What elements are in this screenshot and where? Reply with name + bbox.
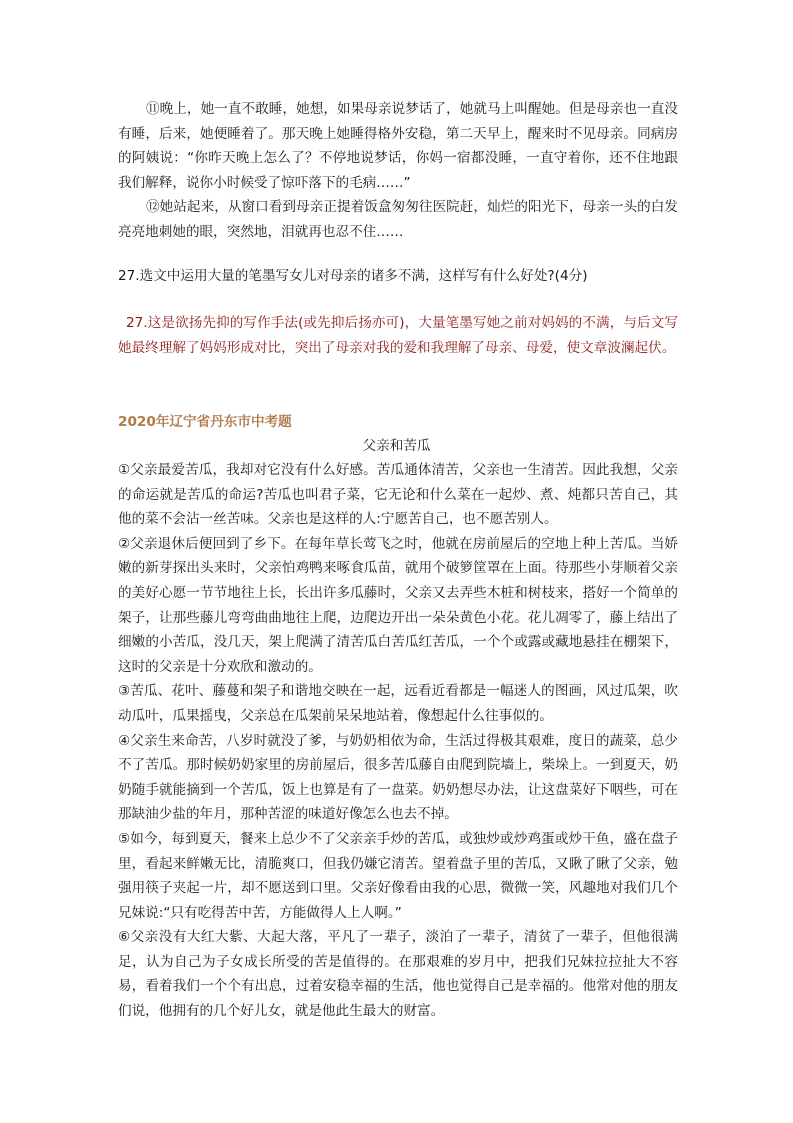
article-title: 父亲和苦瓜: [362, 438, 431, 454]
passage-paragraph-11: ⑪晚上，她一直不敢睡，她想，如果母亲说梦话了，她就马上叫醒她。但是母亲也一直没有睡，后来，她便睡着了。那天晚上她睡得格外安稳，第二天早上，醒来时不见母亲。同病房的阿姨说：“你昨天晚上怎么了？不停地说梦话，你妈一宿都没睡，一直守着你，还不住地跟我们解释，说你小时候受了惊吓落下的毛病……”: [118, 101, 678, 191]
article-paragraph: ②父亲退休后便回到了乡下。在每年草长莺飞之时，他就在房前屋后的空地上种上苦瓜。当娇嫩的新芽探出头来时，父亲怕鸡鸭来啄食瓜苗，就用个破箩筐罩在上面。待那些小芽顺着父亲的美好心愿一节节地往上长，长出许多瓜藤时，父亲又去弄些木桩和树枝来，搭好一个简单的架子，让那些藤儿弯弯曲曲地往上爬，边爬边开出一朵朵黄色小花。花儿凋零了，藤上结出了细嫩的小苦瓜，没几天，架上爬满了清苦瓜白苦瓜红苦瓜，一个个或露或藏地悬挂在棚架下，这时的父亲是十分欢欣和激动的。: [118, 535, 678, 675]
article-paragraph: ③苦瓜、花叶、藤蔓和架子和谐地交映在一起，远看近看都是一幅迷人的图画，风过瓜架，吹动瓜叶，瓜果摇曳，父亲总在瓜架前呆呆地站着，像想起什么往事似的。: [118, 683, 678, 724]
question-27: 27.选文中运用大量的笔墨写女儿对母亲的诸多不满，这样写有什么好处?(4分): [118, 268, 588, 284]
article-paragraph: ①父亲最爱苦瓜，我却对它没有什么好感。苦瓜通体清苦，父亲也一生清苦。因此我想，父亲的命运就是苦瓜的命运?苦瓜也叫君子菜，它无论和什么菜在一起炒、煮、炖都只苦自己，其他的菜不会沾一丝苦味。父亲也是这样的人:宁愿苦自己，也不愿苦别人。: [118, 462, 678, 528]
passage-paragraph-12: ⑫她站起来，从窗口看到母亲正提着饭盒匆匆往医院赶，灿烂的阳光下，母亲一头的白发亮亮地刺她的眼，突然地，泪就再也忍不住……: [118, 199, 678, 240]
article-paragraph: ④父亲生来命苦，八岁时就没了爹，与奶奶相依为命，生活过得极其艰难，度日的蔬菜，总少不了苦瓜。那时候奶奶家里的房前屋后，很多苦瓜藤自由爬到院墙上，柴垛上。一到夏天，奶奶随手就能摘到一个苦瓜，饭上也算是有了一盘菜。奶奶想尽办法，让这盘菜好下咽些，可在那缺油少盐的年月，那种苦涩的味道好像怎么也去不掉。: [118, 732, 678, 823]
article-paragraph: ⑥父亲没有大红大紫、大起大落，平凡了一辈子，淡泊了一辈子，清贫了一辈子，但他很满足，认为自己为子女成长所受的苦是值得的。在那艰难的岁月中，把我们兄妹拉拉扯大不容易，看着我们一个个有出息，过着安稳幸福的生活，他也觉得自己是幸福的。他常对他的朋友们说，他拥有的几个好儿女，就是他此生最大的财富。: [118, 929, 678, 1020]
article-paragraph: ⑤如今，每到夏天，餐来上总少不了父亲亲手炒的苦瓜，或独炒或炒鸡蛋或炒干鱼，盛在盘子里，看起来鲜嫩无比，清脆爽口，但我仍嫌它清苦。望着盘子里的苦瓜，又瞅了瞅了父亲，勉强用筷子夹起一片，却不愿送到口里。父亲好像看由我的心思，微微一笑，风趣地对我们几个兄妹说:“只有吃得苦中苦，方能做得人上人啊。”: [118, 830, 678, 921]
answer-27: 27.这是欲扬先抑的写作手法(或先抑后扬亦可)，大量笔墨写她之前对妈妈的不满，与后文写她最终理解了妈妈形成对比，突出了母亲对我的爱和我理解了母亲、母爱，使文章波澜起伏。: [118, 315, 678, 356]
passage-continuation: [118, 97, 678, 244]
article-body: [118, 458, 678, 1024]
source-title: 2020年辽宁省丹东市中考题: [118, 414, 292, 430]
